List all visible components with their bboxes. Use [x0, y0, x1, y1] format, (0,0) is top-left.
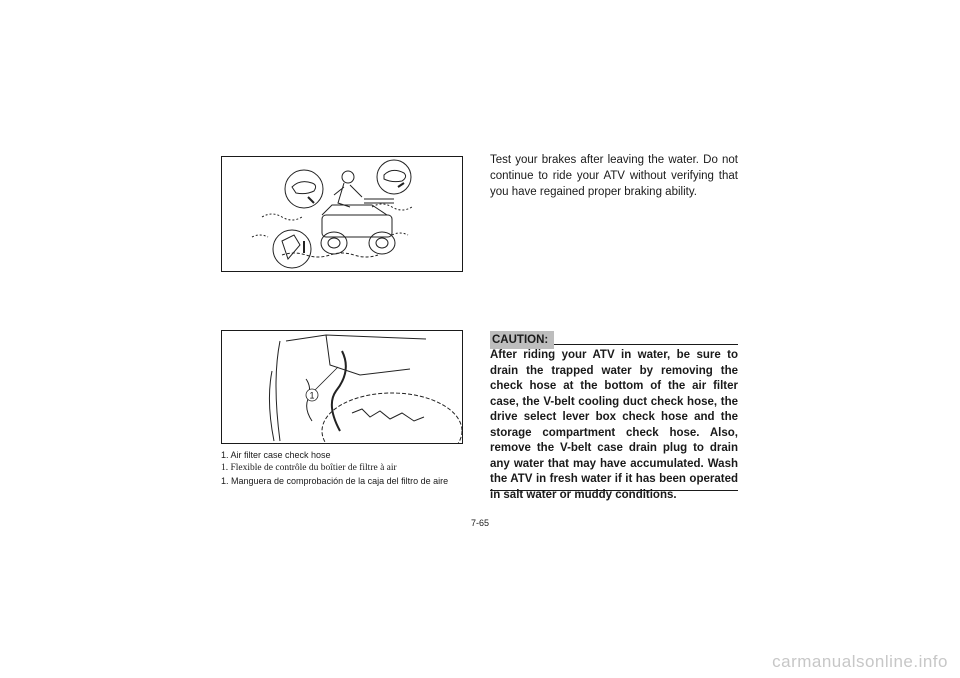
atv-water-drawing [222, 157, 462, 271]
caution-label: CAUTION: [490, 331, 554, 349]
figure-caption-list [221, 449, 481, 488]
caption-spanish: 1. Manguera de comprobación de la caja del filtro de aire [221, 476, 449, 486]
watermark: carmanualsonline.info [772, 652, 948, 671]
atv-water-illustration [221, 156, 463, 272]
page-number: 7-65 [470, 518, 489, 528]
callout-1: 1 [309, 390, 315, 401]
body-paragraph: Test your brakes after leaving the water. Do not continue to ride your ATV without verifying that you have regained proper braking ability. [490, 154, 738, 198]
caution-top-rule [554, 344, 738, 345]
air-filter-hose-drawing [222, 331, 462, 443]
caution-text: After riding your ATV in water, be sure to drain the trapped water by removing the check hose at the bottom of the air filter case, the V-belt cooling duct check hose, the drive select lever box check hose and the storage compartment check hose. Also, remove the V-belt case drain plug to drain any water that may have accumulated. Wash the ATV in fresh water if it has been operated in salt water or muddy conditions. [490, 349, 738, 501]
caution-bottom-rule [490, 490, 738, 491]
caption-french: 1. Flexible de contrôle du boîtier de filtre à air [221, 463, 397, 473]
caption-english: 1. Air filter case check hose [221, 450, 331, 460]
caution-header [490, 330, 738, 350]
air-filter-hose-illustration [221, 330, 463, 444]
